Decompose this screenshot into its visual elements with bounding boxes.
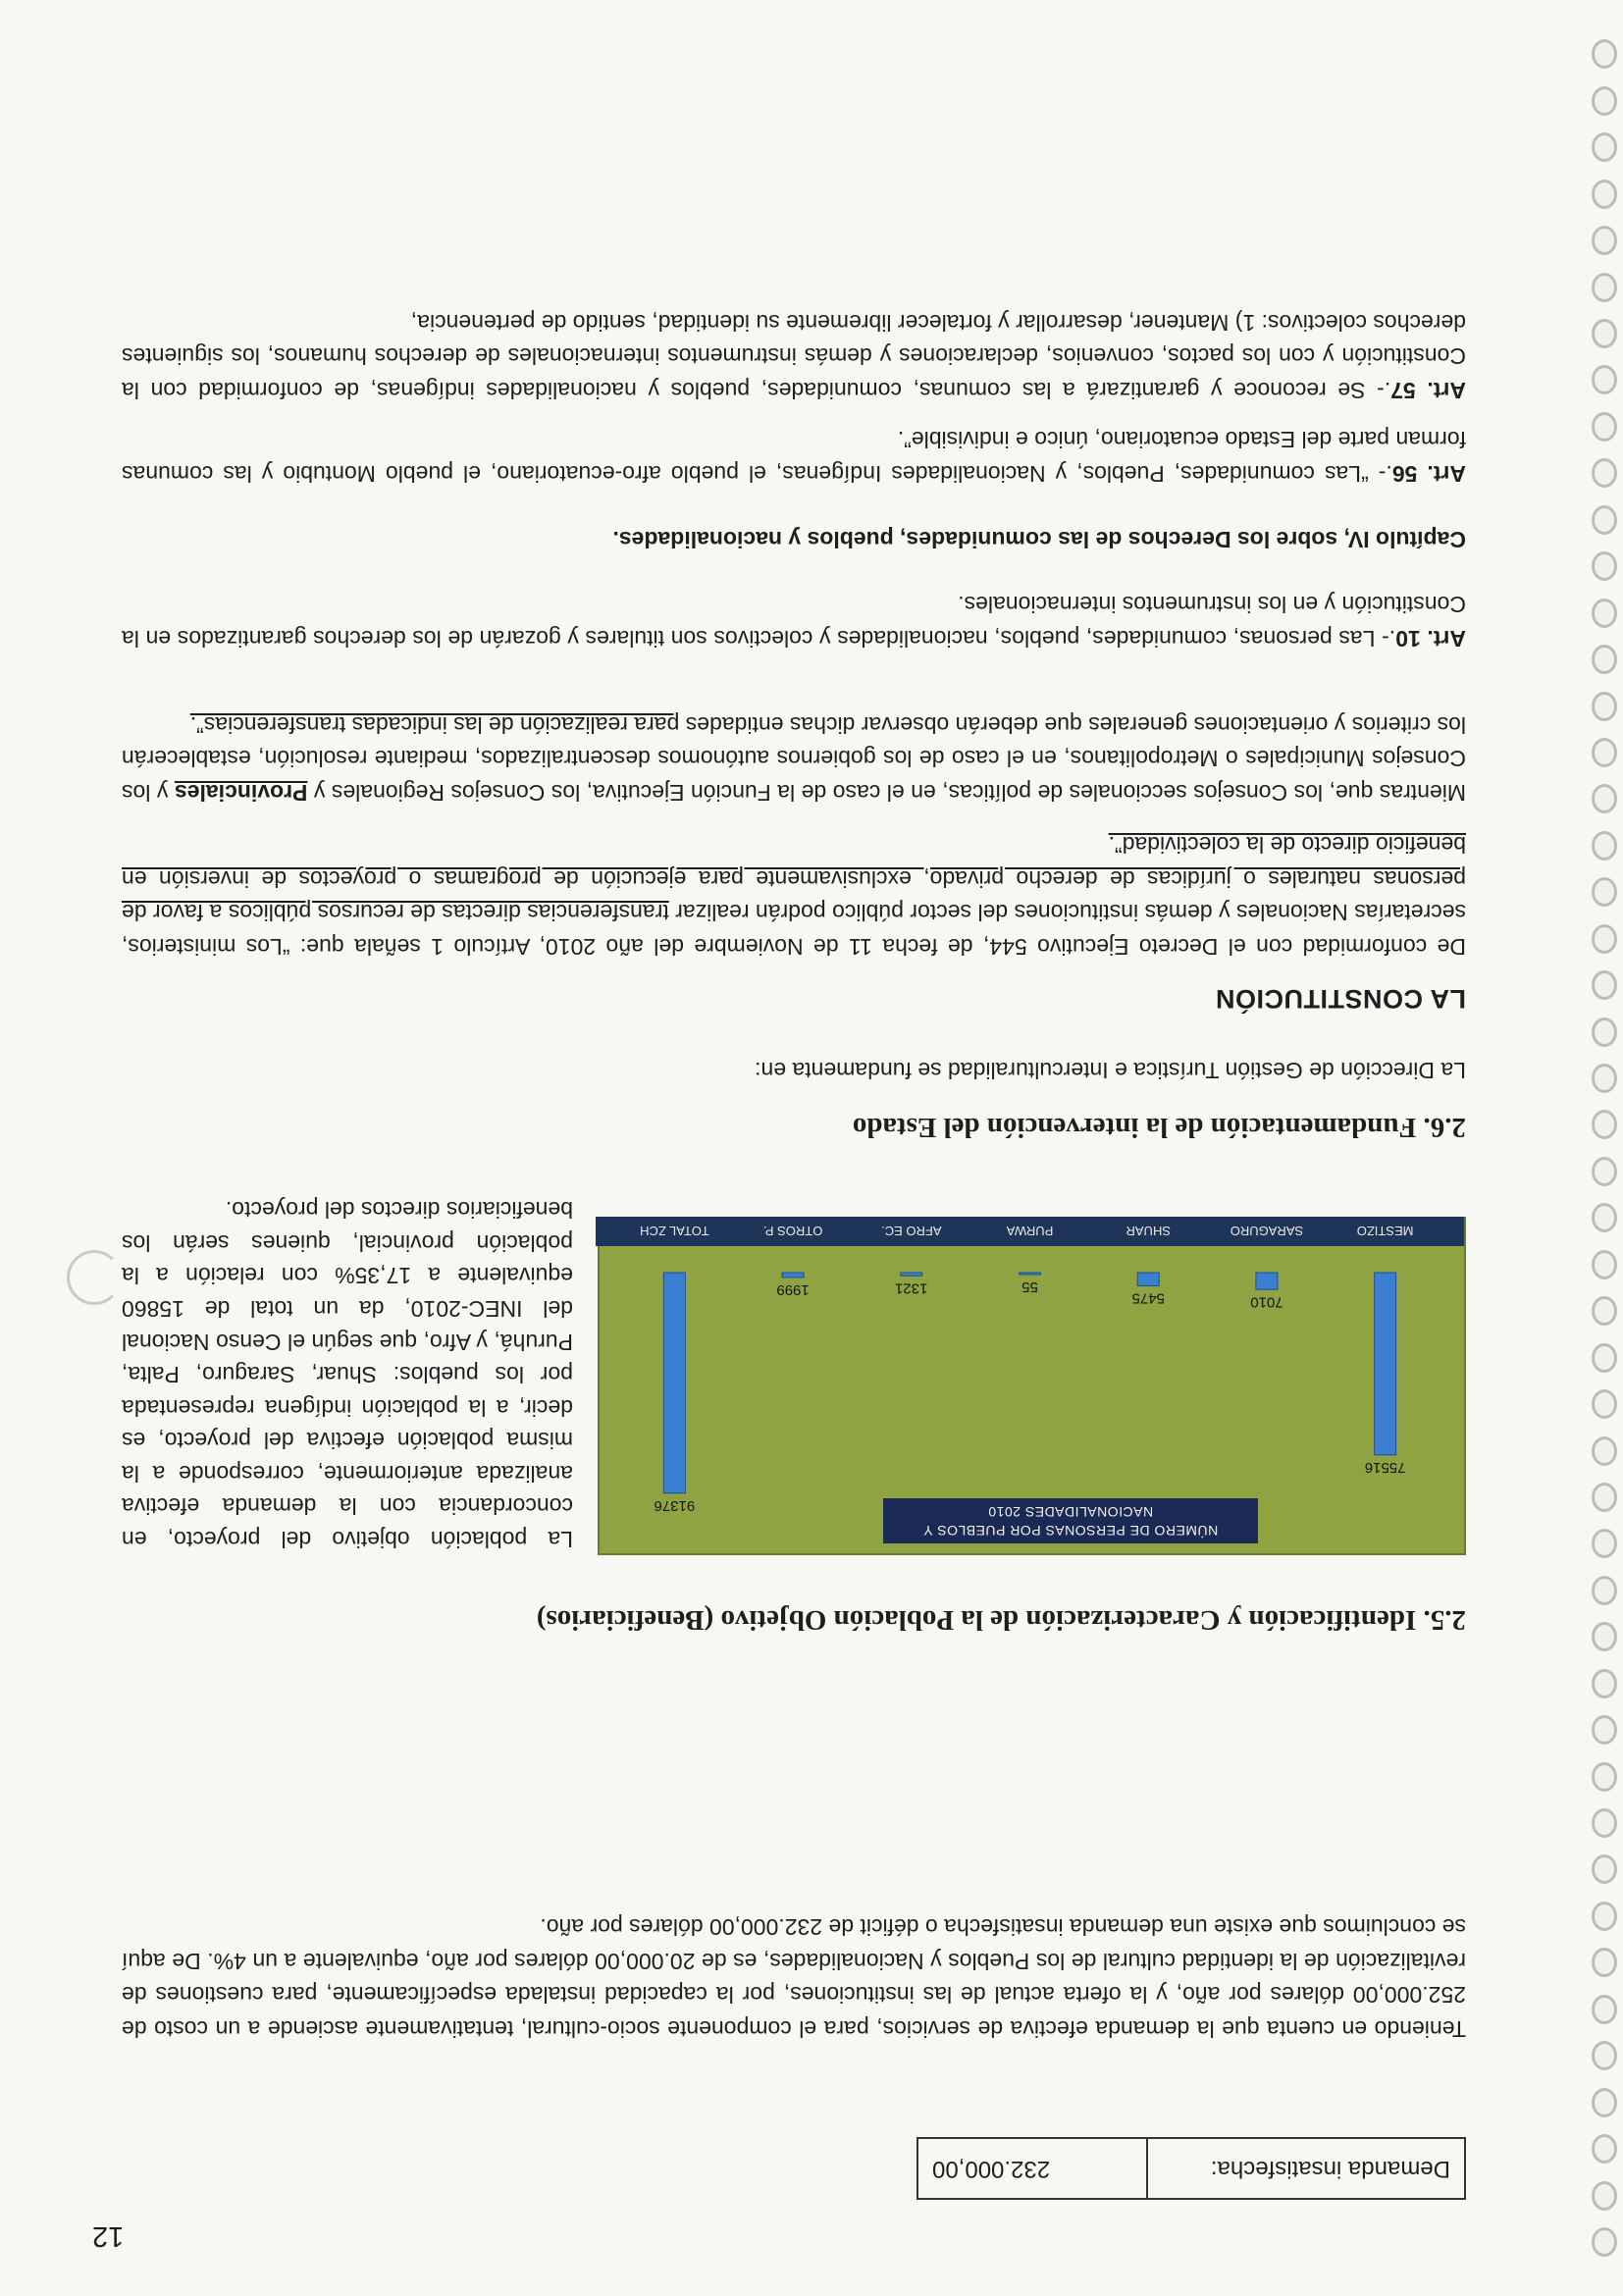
binder-hole (1592, 1250, 1617, 1279)
article-56-text: .- “Las comunidades, Pueblos, y Nacionalidades Indígenas, el pueblo afro-ecuatoriano, el pueblo Montubio y las comunas forman parte del Estado ecuatoriano, único e indivisible”. (121, 427, 1466, 487)
data-label: 91376 (654, 1496, 696, 1514)
binder-hole (1592, 1622, 1617, 1651)
binder-hole (1592, 2134, 1617, 2164)
binder-hole (1592, 784, 1617, 813)
article-10-paragraph (122, 588, 1466, 655)
article-57-text: .- Se reconoce y garantizará a las comunas, comunidades, pueblos y nacionalidades indígenas, de conformidad con la Constitución y con los pactos, convenios, declaraciones y demás instrumentos internacionales de derechos humanos, los siguientes derechos colectivos: 1) Mantener, desarrollar y fortalecer libremente su identidad, sentido de pertenencia, (122, 310, 1466, 403)
section-2-6-heading: 2.6. Fundamentación de la intervención del Estado (852, 1112, 1466, 1143)
article-56-label: Art. 56 (1391, 461, 1466, 487)
binder-hole (1592, 366, 1617, 395)
provinciales-word: Provinciales (174, 780, 308, 806)
binder-hole (1592, 645, 1617, 674)
deficit-table (916, 2137, 1466, 2200)
article-57-paragraph (122, 306, 1466, 408)
deficit-value: 232.000,00 (917, 2138, 1147, 2199)
binder-hole (1592, 1576, 1617, 1605)
binder-hole (1592, 1995, 1617, 2024)
binder-hole (1592, 180, 1617, 209)
binder-hole (1592, 831, 1617, 861)
binder-hole (1592, 970, 1617, 1000)
bar (663, 1273, 685, 1493)
category-label: SARAGURO (1230, 1224, 1304, 1238)
binder-hole (1592, 505, 1617, 535)
data-label: 1321 (895, 1279, 928, 1297)
binder-hole (1592, 1808, 1617, 1838)
binder-hole (1592, 39, 1617, 69)
binder-hole (1592, 1902, 1617, 1931)
binder-hole (1592, 1483, 1617, 1512)
binder-hole (1592, 1715, 1617, 1745)
binder-hole (1592, 1855, 1617, 1885)
binder-hole (1592, 1203, 1617, 1232)
binder-hole (1592, 2088, 1617, 2117)
bar (1375, 1273, 1396, 1455)
binder-hole (1592, 1018, 1617, 1047)
data-label: 5475 (1131, 1289, 1165, 1307)
table-row (917, 2138, 1465, 2199)
councils-paragraph (122, 708, 1466, 810)
binder-hole (1592, 1529, 1617, 1558)
binder-hole (1592, 132, 1617, 162)
data-label: 75516 (1364, 1458, 1406, 1476)
article-10-label: Art. 10 (1395, 626, 1466, 652)
category-label: MESTIZO (1356, 1224, 1414, 1238)
binder-hole (1592, 226, 1617, 255)
category-label: SHUAR (1126, 1224, 1171, 1238)
chapter-iv-heading: Capítulo IV, sobre los Derechos de las comunidades, pueblos y nacionalidades. (612, 527, 1466, 552)
population-chart (598, 1217, 1466, 1555)
binder-hole (1592, 2041, 1617, 2070)
binder-hole (1592, 1296, 1617, 1326)
binder-hole (1592, 1436, 1617, 1466)
binder-hole (1592, 738, 1617, 767)
decree-underlined-text: transferencias directas de recursos públicos a favor de personas naturales o jurídicas de derecho privado, exclusivamente para ejecución de programas o proyectos de inversión en beneficio directo de la colectividad”. (121, 832, 1466, 926)
binder-hole (1592, 273, 1617, 302)
binder-hole (1592, 412, 1617, 442)
bar (1020, 1273, 1041, 1275)
article-56-paragraph (122, 423, 1466, 491)
data-label: 7010 (1250, 1293, 1283, 1311)
councils-text-continued: y los Consejos Municipales o Metropolitanos, en el caso de los gobiernos autónomos descentralizados, mediante resolución, establecerán los criterios y orientaciones generales que deberán observar dichas entidades (122, 712, 1466, 806)
intro-paragraph: Teniendo en cuenta que la demanda efectiva de servicios, para el componente socio-cultural, tentativamente asciende a un costo de 252.000,00 dólares por año, y la oferta actual de las instituciones, por la capacidad instalada específicamente, para cuestiones de revitalización de la identidad cultural de los Pueblos y Nacionalidades, es de 20.000,00 dólares por año, equivalente a un 4%. De aquí se concluimos que existe una demanda insatisfecha o déficit de 232.000,00 dólares por año. (122, 1914, 1466, 2042)
binder-hole (1592, 2227, 1617, 2257)
constitution-heading: LA CONSTITUCIÓN (1215, 984, 1466, 1014)
decree-text: De conformidad con el Decreto Ejecutivo 544, de fecha 11 de Noviembre del año 2010, Artículo 1 señala que: “Los ministerios, secretarías Nacionales y demás instituciones del sector público podrán realizar (122, 900, 1466, 960)
binder-hole (1592, 1669, 1617, 1698)
deficit-label: Demanda insatisfecha: (1147, 2138, 1465, 2199)
bar (1256, 1273, 1278, 1289)
binder-hole (1592, 2181, 1617, 2211)
section-2-5-heading: 2.5. Identificación y Caracterización de la Población Objetivo (Beneficiarios) (536, 1604, 1466, 1636)
data-label: 55 (1021, 1278, 1038, 1295)
bar (901, 1273, 922, 1276)
binder-hole (1592, 1762, 1617, 1792)
binder-holes (1578, 39, 1617, 2257)
basis-intro: La Dirección de Gestión Turística e Interculturalidad se fundamenta en: (755, 1058, 1466, 1083)
binder-hole (1592, 319, 1617, 348)
data-label: 1999 (776, 1280, 810, 1298)
binder-hole (1592, 1948, 1617, 1977)
binder-hole (1592, 1064, 1617, 1093)
decree-paragraph (122, 828, 1466, 964)
binder-hole (1592, 1389, 1617, 1419)
chart-title: NÚMERO DE PERSONAS POR PUEBLOS Y NACIONALIDADES 2010 (883, 1498, 1258, 1543)
beneficiaries-paragraph: La población objetivo del proyecto, en concordancia con la demanda efectiva analizada anteriormente, corresponde a la misma población efectiva del proyecto, es decir, a la población indígena representada por los pueblos: Shuar, Saraguro, Palta, Puruhá, y Afro, que según el Censo Nacional del INEC-2010, da un total de 15860 equivalente a 17,35% con relación a la población provincial, quienes serán los beneficiarios directos del proyecto. (122, 1197, 573, 1552)
binder-hole (1592, 877, 1617, 907)
binder-hole (1592, 551, 1617, 581)
bar (1137, 1273, 1159, 1285)
category-label: PURWA (1006, 1224, 1054, 1238)
binder-hole (1592, 86, 1617, 116)
binder-hole (1592, 1111, 1617, 1140)
page-number: 12 (92, 2220, 125, 2252)
category-label: TOTAL ZCH (640, 1224, 709, 1238)
councils-text: Mientras que, los Consejos seccionales de políticas, en el caso de la Función Ejecutiva, los Consejos Regionales y (307, 780, 1466, 806)
article-57-label: Art. 57 (1390, 378, 1466, 403)
binder-hole (1592, 924, 1617, 954)
category-label: OTROS P. (762, 1224, 823, 1238)
category-label: AFRO EC. (881, 1224, 942, 1238)
bar (782, 1273, 804, 1278)
binder-hole (1592, 1157, 1617, 1186)
binder-hole (1592, 1343, 1617, 1373)
councils-underlined-text: para realización de las indicadas transferencias”. (189, 712, 680, 738)
binder-hole (1592, 599, 1617, 628)
binder-hole (1592, 692, 1617, 721)
article-10-text: .- Las personas, comunidades, pueblos, nacionalidades y colectivos son titulares y gozarán de los derechos garantizados en la Constitución y en los instrumentos internacionales. (122, 592, 1466, 652)
binder-hole (1592, 458, 1617, 488)
page-content (82, 59, 1495, 2257)
